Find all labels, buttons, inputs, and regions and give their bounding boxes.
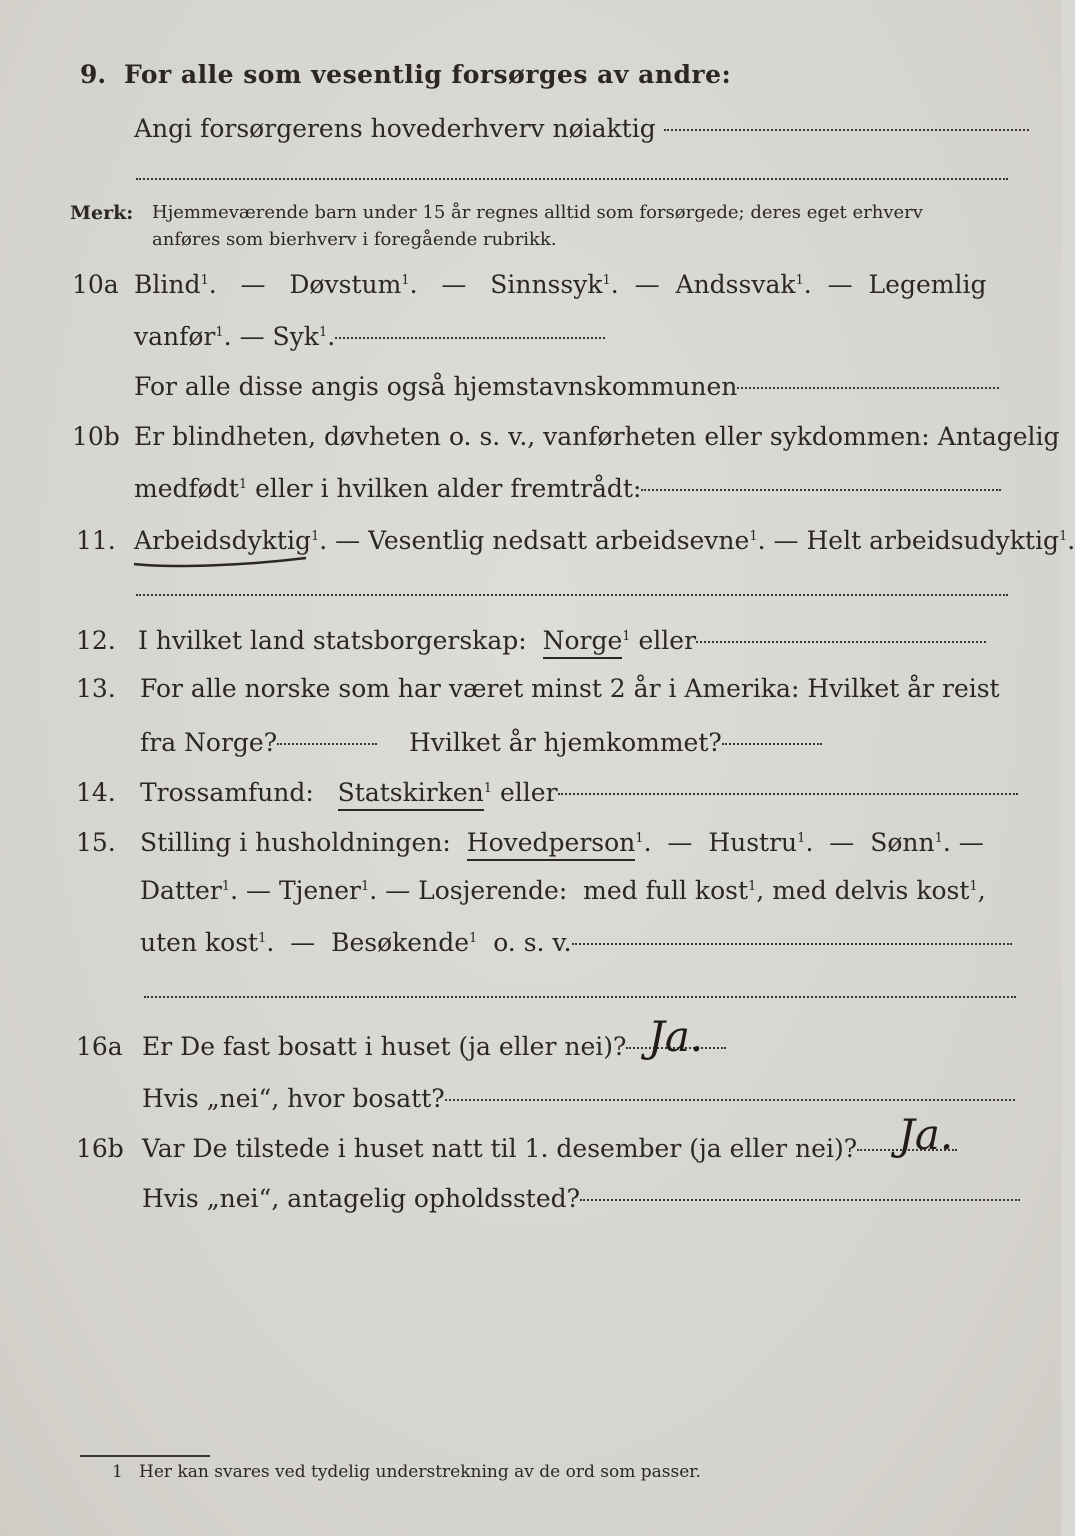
q16a-where-field[interactable]: [445, 1099, 1015, 1101]
q10a-hometown-prompt: For alle disse angis også hjemstavnskommunen: [134, 372, 738, 401]
footnote-text: Her kan svares ved tydelig understrekning av de ord som passer.: [139, 1462, 701, 1482]
q15-osv: o. s. v.: [493, 928, 572, 957]
q9-answer-field-2[interactable]: [136, 178, 1008, 180]
footnote: [112, 1462, 701, 1482]
q15-opt-besokende: Besøkende: [331, 928, 469, 957]
q15-prompt: Stilling i husholdningen:: [140, 828, 451, 857]
q16a-number: 16a: [76, 1032, 123, 1061]
q11-number: 11.: [76, 526, 116, 555]
q14-eller: eller: [500, 778, 558, 807]
q15-opt-delviskost: med delvis kost: [772, 876, 970, 905]
q13-line2: [140, 728, 822, 757]
q13-line1: For alle norske som har været minst 2 år i Amerika: Hvilket år reist: [140, 674, 1000, 703]
q15-opt-losjerende: Losjerende:: [418, 876, 568, 905]
footnote-mark: 1: [748, 879, 757, 894]
q13-hjemkommet-field[interactable]: [722, 743, 822, 745]
q13-hjemkommet-prompt: Hvilket år hjemkommet?: [408, 728, 722, 757]
q10a-opt-vanfor: vanfør: [134, 322, 216, 351]
q10a-line1: Blind$^1$. — Døvstum$^1$. — Sinnssyk$^1$. — Andssvak$^1$. — Legemlig: [134, 270, 987, 299]
q10a-hometown-field[interactable]: [737, 387, 999, 389]
q9-number: 9.: [80, 60, 107, 89]
dash: —: [240, 270, 266, 299]
q10a-line3: [134, 372, 999, 401]
q16b-where-prompt: Hvis „nei“, antagelig opholdssted?: [142, 1184, 581, 1213]
footnote-mark: 1: [200, 273, 209, 288]
q13-number: 13.: [76, 674, 116, 703]
q12-line: [138, 626, 986, 655]
q11-opt-arbeidsdyktig: Arbeidsdyktig: [134, 526, 311, 555]
dash: —: [239, 322, 265, 351]
dash: —: [385, 876, 411, 905]
q12-eller: eller: [638, 626, 697, 655]
q15-line3: uten kost$^1$. — Besøkende$^1$ o. s. v.: [140, 928, 1012, 957]
footnote-mark: 1: [1058, 529, 1068, 544]
q16a-where-prompt: Hvis „nei“, hvor bosatt?: [142, 1084, 445, 1113]
q10b-number: 10b: [72, 422, 120, 451]
q11-line1: Arbeidsdyktig$^1$. — Vesentlig nedsatt arbeidsevne$^1$. — Helt arbeidsudyktig$^1$.: [134, 526, 1075, 555]
dash: —: [827, 270, 853, 299]
q10b-answer-field[interactable]: [641, 489, 1001, 491]
q14-answer-field[interactable]: [558, 793, 1018, 795]
q13-reist-field[interactable]: [277, 743, 377, 745]
dash: —: [773, 526, 799, 555]
footnote-mark: 1: [483, 781, 493, 796]
q16b-prompt: Var De tilstede i huset natt til 1. desember (ja eller nei)?: [142, 1134, 858, 1163]
footnote-mark: 1: [361, 879, 370, 894]
dash: —: [441, 270, 467, 299]
footnote-mark: 1: [310, 529, 320, 544]
footnote-mark: 1: [221, 879, 231, 894]
footnote-mark: 1: [258, 931, 267, 946]
q16b-line1: [142, 1134, 957, 1163]
dash: —: [829, 828, 855, 857]
footnote-mark: 1: [749, 529, 758, 544]
footnote-mark: 1: [238, 477, 248, 492]
footnote-mark: 1: [469, 931, 478, 946]
dash: —: [667, 828, 693, 857]
footnote-mark: 1: [622, 629, 631, 644]
q9-provider-prompt: Angi forsørgerens hovederhverv nøiaktig: [134, 114, 656, 143]
dash: —: [634, 270, 660, 299]
q16b-handwritten-answer: Ja.: [898, 1110, 954, 1159]
q15-opt-hovedperson: Hovedperson: [467, 828, 636, 861]
footnote-mark: 1: [934, 831, 943, 846]
q12-answer-field[interactable]: [696, 641, 986, 643]
q10a-opt-legemlig: Legemlig: [868, 270, 987, 299]
q15-answer-field-2[interactable]: [144, 996, 1016, 998]
q16b-where-field[interactable]: [580, 1199, 1020, 1201]
footnote-mark: 1: [215, 325, 224, 340]
q15-answer-field[interactable]: [572, 943, 1012, 945]
q11-answer-field[interactable]: [136, 594, 1008, 596]
footnote-mark: 1: [969, 879, 978, 894]
q10a-line2: vanfør$^1$. — Syk$^1$.: [134, 322, 605, 351]
merk-label: Merk:: [70, 202, 134, 224]
q15-opt-datter: Datter: [140, 876, 222, 905]
footnote-number: 1: [112, 1462, 123, 1482]
q14-opt-statskirken: Statskirken: [338, 778, 484, 811]
q15-opt-fullkost: med full kost: [583, 876, 748, 905]
q10a-opt-andssvak: Andssvak: [675, 270, 796, 299]
q11-opt-nedsatt: Vesentlig nedsatt arbeidsevne: [368, 526, 750, 555]
footnote-mark: 1: [401, 273, 410, 288]
q15-line2: Datter$^1$. — Tjener$^1$. — Losjerende: med full kost$^1$, med delvis kost$^1$,: [140, 876, 986, 905]
q16b-line2: [142, 1184, 1020, 1213]
footnote-mark: 1: [635, 831, 644, 846]
q15-line1: Stilling i husholdningen: Hovedperson$^1$. — Hustru$^1$. — Sønn$^1$. —: [140, 828, 984, 857]
q15-opt-utenkost: uten kost: [140, 928, 259, 957]
q9-line2: [134, 114, 1029, 143]
merk-line2: anføres som bierhverv i foregående rubrikk.: [152, 229, 557, 250]
q10a-opt-blind: Blind: [134, 270, 201, 299]
q12-opt-norge: Norge: [543, 626, 623, 659]
q16a-line2: [142, 1084, 1015, 1113]
merk-line1: Hjemmeværende barn under 15 år regnes alltid som forsørgede; deres eget erhverv: [152, 202, 923, 223]
q10a-answer-field[interactable]: [335, 337, 605, 339]
q11-handwritten-underline: [130, 552, 310, 572]
q16a-prompt: Er De fast bosatt i huset (ja eller nei)?: [142, 1032, 627, 1061]
q16b-number: 16b: [76, 1134, 124, 1163]
q10b-line1: Er blindheten, døvheten o. s. v., vanførheten eller sykdommen: Antagelig: [134, 422, 1060, 451]
footnote-mark: 1: [602, 273, 611, 288]
q15-opt-hustru: Hustru: [708, 828, 798, 857]
q15-number: 15.: [76, 828, 116, 857]
dash: —: [290, 928, 316, 957]
q13-reist-prompt: fra Norge?: [140, 728, 278, 757]
q15-opt-tjener: Tjener: [278, 876, 362, 905]
footnote-rule: [80, 1455, 210, 1457]
q14-prompt: Trossamfund:: [140, 778, 314, 807]
dash: —: [245, 876, 271, 905]
q10b-line2: [134, 474, 1001, 503]
q10b-opt-medfodt: medfødt: [134, 474, 239, 503]
q10a-opt-dovstum: Døvstum: [289, 270, 402, 299]
footnote-mark: 1: [318, 325, 328, 340]
q16a-line1: [142, 1032, 726, 1061]
dash: —: [335, 526, 361, 555]
q11-opt-udyktig: Helt arbeidsudyktig: [806, 526, 1059, 555]
q10b-age-prompt: eller i hvilken alder fremtrådt:: [255, 474, 642, 503]
footnote-mark: 1: [795, 273, 804, 288]
q10a-opt-syk: Syk: [272, 322, 319, 351]
q14-line: [140, 778, 1018, 807]
q10a-opt-sinnssyk: Sinnssyk: [490, 270, 603, 299]
footnote-mark: 1: [797, 831, 806, 846]
q10a-number: 10a: [72, 270, 119, 299]
q15-opt-sonn: Sønn: [870, 828, 935, 857]
dash: —: [958, 828, 984, 857]
q14-number: 14.: [76, 778, 116, 807]
q9-answer-field[interactable]: [664, 129, 1029, 131]
q9-title: For alle som vesentlig forsørges av andre:: [124, 60, 732, 89]
q16a-handwritten-answer: Ja.: [648, 1012, 704, 1061]
q12-number: 12.: [76, 626, 116, 655]
q12-prompt: I hvilket land statsborgerskap:: [138, 626, 527, 655]
